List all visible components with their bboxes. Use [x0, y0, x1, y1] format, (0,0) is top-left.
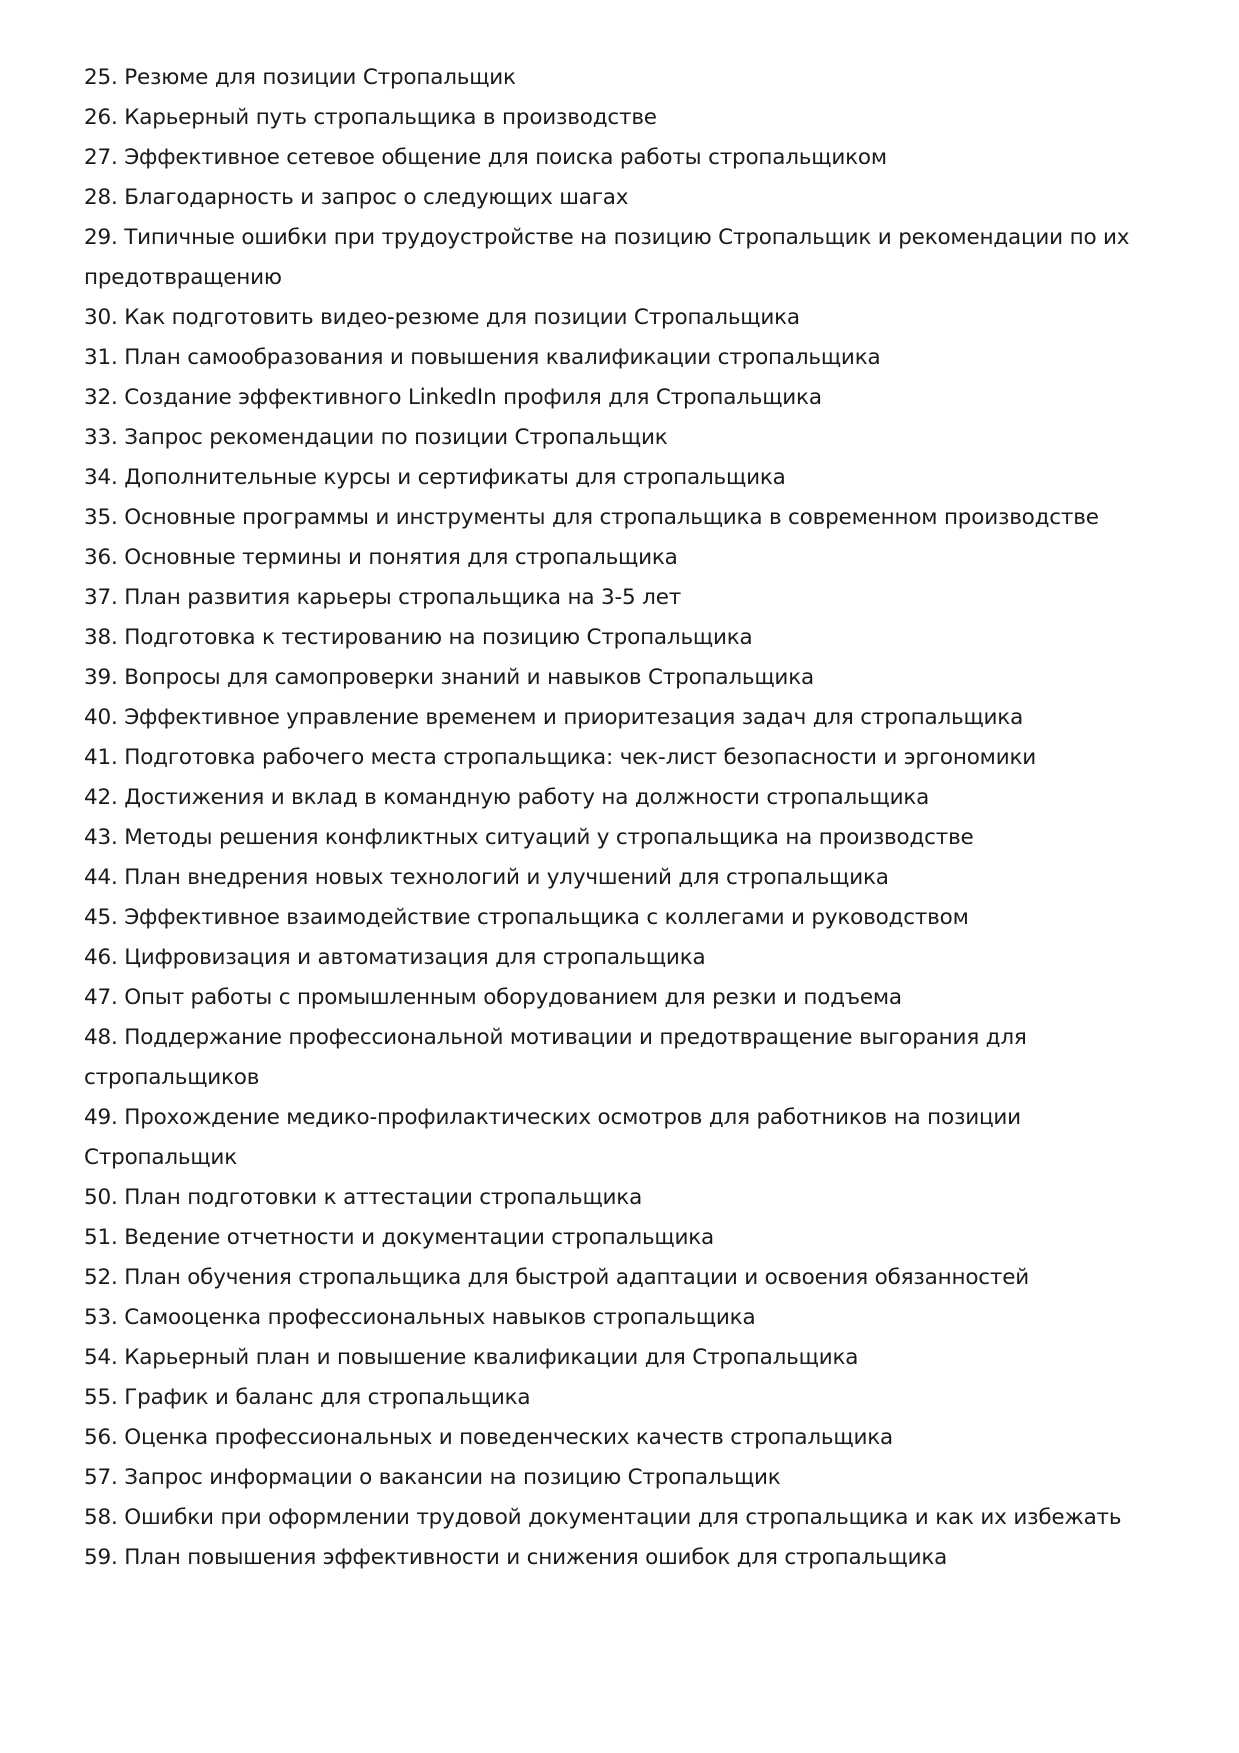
- list-item: 39. Вопросы для самопроверки знаний и навыков Стропальщика: [84, 665, 814, 690]
- list-item: 41. Подготовка рабочего места стропальщика: чек-лист безопасности и эргономики: [84, 745, 1037, 770]
- list-item: 57. Запрос информации о вакансии на позицию Стропальщик: [84, 1465, 781, 1490]
- list-item: 40. Эффективное управление временем и приоритезация задач для стропальщика: [84, 705, 1024, 730]
- list-item: 26. Карьерный путь стропальщика в производстве: [84, 105, 657, 130]
- list-item: 46. Цифровизация и автоматизация для стропальщика: [84, 945, 706, 970]
- list-item: 51. Ведение отчетности и документации стропальщика: [84, 1225, 715, 1250]
- list-item: 49. Прохождение медико-профилактических осмотров для работников на позиции Стропальщик: [84, 1105, 1021, 1170]
- list-item: 33. Запрос рекомендации по позиции Стропальщик: [84, 425, 668, 450]
- list-item: 42. Достижения и вклад в командную работу на должности стропальщика: [84, 785, 930, 810]
- list-item: 59. План повышения эффективности и снижения ошибок для стропальщика: [84, 1545, 948, 1570]
- list-item: 47. Опыт работы с промышленным оборудованием для резки и подъема: [84, 985, 902, 1010]
- list-item: 28. Благодарность и запрос о следующих шагах: [84, 185, 629, 210]
- list-item: 55. График и баланс для стропальщика: [84, 1385, 531, 1410]
- list-item: 56. Оценка профессиональных и поведенческих качеств стропальщика: [84, 1425, 893, 1450]
- table-of-contents-list: [84, 58, 1164, 1578]
- list-item: 32. Создание эффективного LinkedIn профиля для Стропальщика: [84, 385, 822, 410]
- list-item: 35. Основные программы и инструменты для стропальщика в современном производстве: [84, 505, 1099, 530]
- list-item: 48. Поддержание профессиональной мотивации и предотвращение выгорания для стропальщиков: [84, 1025, 1027, 1090]
- list-item: 34. Дополнительные курсы и сертификаты для стропальщика: [84, 465, 786, 490]
- list-item: 37. План развития карьеры стропальщика на 3-5 лет: [84, 585, 682, 610]
- document-page: [84, 58, 1164, 1578]
- list-item: 53. Самооценка профессиональных навыков стропальщика: [84, 1305, 756, 1330]
- list-item: 31. План самообразования и повышения квалификации стропальщика: [84, 345, 881, 370]
- list-item: 45. Эффективное взаимодействие стропальщика с коллегами и руководством: [84, 905, 969, 930]
- list-item: 29. Типичные ошибки при трудоустройстве на позицию Стропальщик и рекомендации по их предотвращению: [84, 225, 1130, 290]
- list-item: 36. Основные термины и понятия для стропальщика: [84, 545, 678, 570]
- list-item: 44. План внедрения новых технологий и улучшений для стропальщика: [84, 865, 889, 890]
- list-item: 58. Ошибки при оформлении трудовой документации для стропальщика и как их избежать: [84, 1505, 1122, 1530]
- list-item: 25. Резюме для позиции Стропальщик: [84, 65, 516, 90]
- list-item: 52. План обучения стропальщика для быстрой адаптации и освоения обязанностей: [84, 1265, 1030, 1290]
- list-item: 38. Подготовка к тестированию на позицию Стропальщика: [84, 625, 753, 650]
- list-item: 27. Эффективное сетевое общение для поиска работы стропальщиком: [84, 145, 887, 170]
- list-item: 54. Карьерный план и повышение квалификации для Стропальщика: [84, 1345, 859, 1370]
- list-item: 43. Методы решения конфликтных ситуаций у стропальщика на производстве: [84, 825, 974, 850]
- list-item: 30. Как подготовить видео-резюме для позиции Стропальщика: [84, 305, 800, 330]
- list-item: 50. План подготовки к аттестации стропальщика: [84, 1185, 643, 1210]
